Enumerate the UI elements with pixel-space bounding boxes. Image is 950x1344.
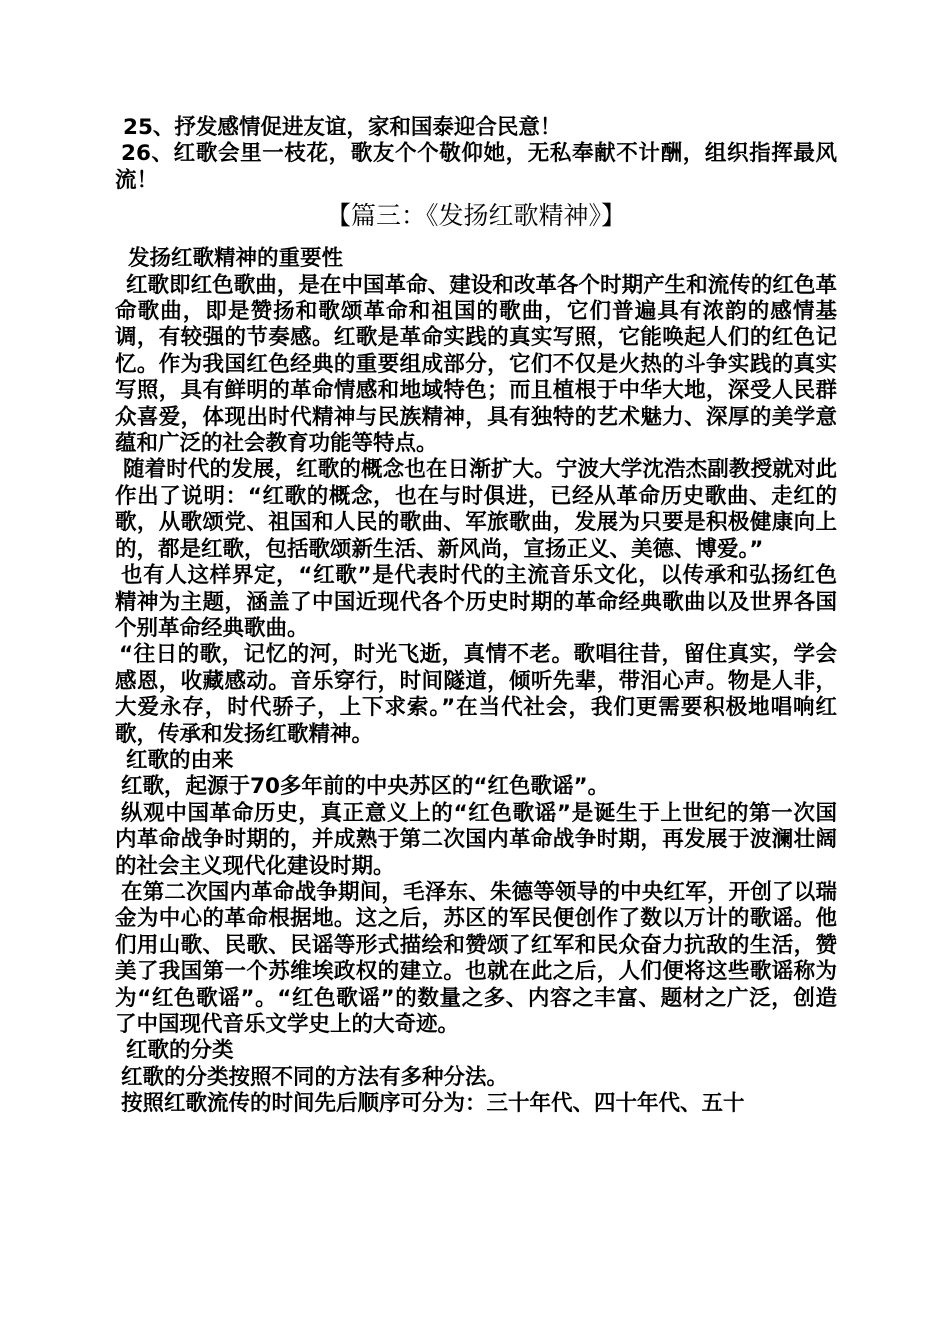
paragraph-other-definition: 也有人这样界定，“红歌”是代表时代的主流音乐文化，以传承和弘扬红色精神为主题，涵盖了中国近现代各个历史时期的革命经典歌曲以及世界各国个别革命经典歌曲。 xyxy=(115,563,837,641)
paragraph-development: 随着时代的发展，红歌的概念也在日渐扩大。宁波大学沈浩杰副教授就对此作出了说明：“红歌的概念，也在与时俱进，已经从革命历史歌曲、走红的歌，从歌颂党、祖国和人民的歌曲、军旅歌曲，发展为只要是积极健康向上的，都是红歌，包括歌颂新生活、新风尚，宣扬正义、美德、博爱。” xyxy=(115,457,837,562)
heading-classification: 红歌的分类 xyxy=(126,1038,234,1064)
paragraph-by-time: 按照红歌流传的时间先后顺序可分为：三十年代、四十年代、五十 xyxy=(121,1091,745,1117)
paragraph-origin: 红歌，起源于70多年前的中央苏区的“红色歌谣”。 xyxy=(121,774,610,800)
item-25: 25、抒发感情促进友谊，家和国泰迎合民意！ xyxy=(123,115,562,140)
item-26: 26、红歌会里一枝花，歌友个个敬仰她，无私奉献不计酬，组织指挥最风流！ xyxy=(115,141,837,193)
section-title: 【篇三：《发扬红歌精神》】 xyxy=(325,201,626,231)
paragraph-second-war: 在第二次国内革命战争期间，毛泽东、朱德等领导的中央红军，开创了以瑞金为中心的革命根据地。这之后，苏区的军民便创作了数以万计的歌谣。他们用山歌、民歌、民谣等形式描绘和赞颂了红军和民众奋力抗敌的生活，赞美了我国第一个苏维埃政权的建立。也就在此之后，人们便将这些歌谣称为为“红色歌谣”。“红色歌谣”的数量之多、内容之丰富、题材之广泛，创造了中国现代音乐文学史上的大奇迹。 xyxy=(115,879,837,1037)
heading-importance: 发扬红歌精神的重要性 xyxy=(128,246,344,272)
paragraph-classification: 红歌的分类按照不同的方法有多种分法。 xyxy=(121,1064,509,1090)
document-page xyxy=(115,115,837,1118)
paragraph-definition: 红歌即红色歌曲，是在中国革命、建设和改革各个时期产生和流传的红色革命歌曲，即是赞扬和歌颂革命和祖国的歌曲，它们普遍具有浓韵的感情基调，有较强的节奏感。红歌是革命实践的真实写照，它能唤起人们的红色记忆。作为我国红色经典的重要组成部分，它们不仅是火热的斗争实践的真实写照，具有鲜明的革命情感和地域特色；而且植根于中华大地，深受人民群众喜爱，体现出时代精神与民族精神，具有独特的艺术魅力、深厚的美学意蕴和广泛的社会教育功能等特点。 xyxy=(115,272,837,457)
paragraph-history: 纵观中国革命历史，真正意义上的“红色歌谣”是诞生于上世纪的第一次国内革命战争时期的，并成熟于第二次国内革命战争时期，再发展于波澜壮阔的社会主义现代化建设时期。 xyxy=(115,800,837,879)
heading-origin: 红歌的由来 xyxy=(126,747,234,773)
paragraph-poem: “往日的歌，记忆的河，时光飞逝，真情不老。歌唱往昔，留住真实，学会感恩，收藏感动。音乐穿行，时间隧道，倾听先辈，带泪心声。物是人非，大爱永存，时代骄子，上下求索。”在当代社会，我们更需要积极地唱响红歌，传承和发扬红歌精神。 xyxy=(115,642,837,747)
